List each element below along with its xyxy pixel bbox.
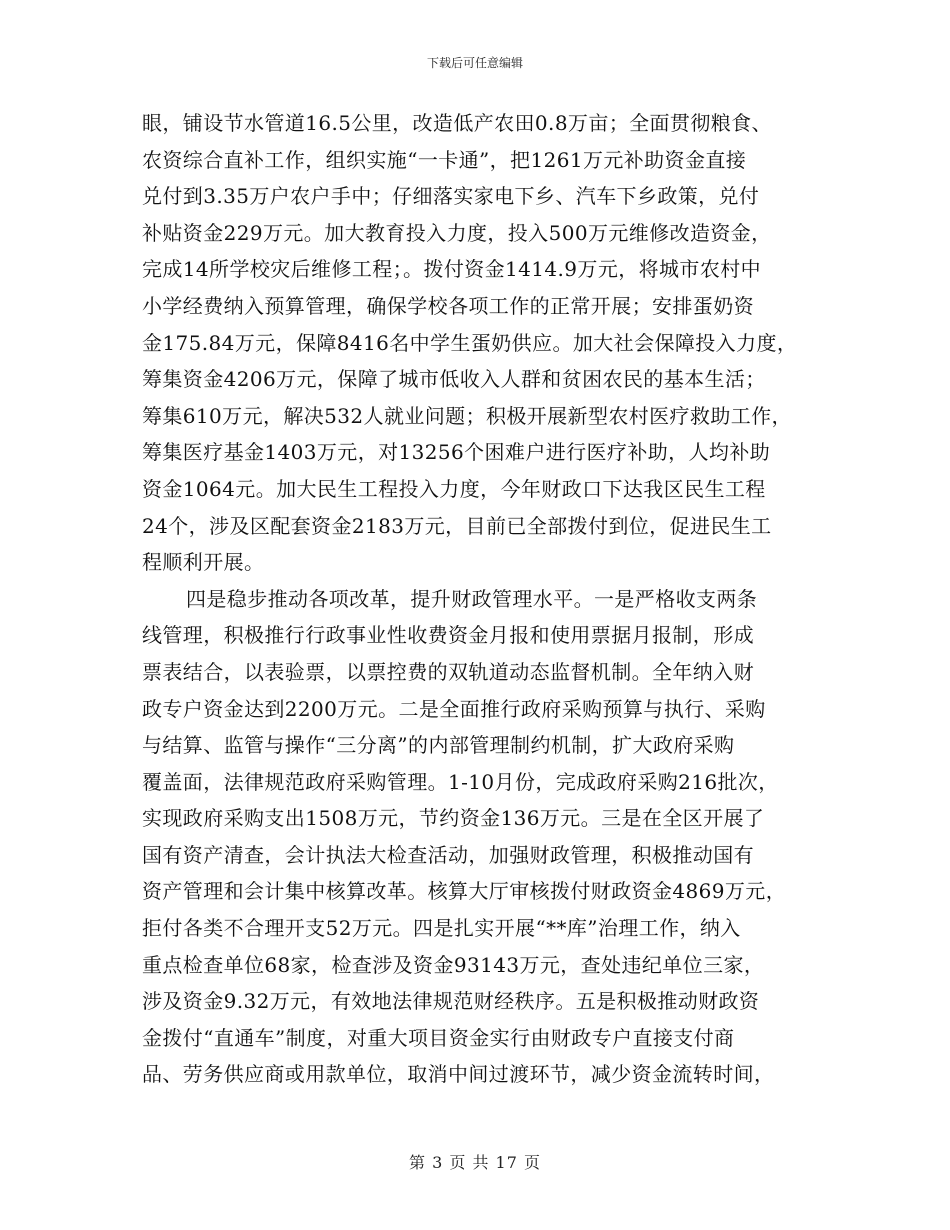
text-line: 线管理，积极推行行政事业性收费资金月报和使用票据月报制，形成 [142,623,754,648]
text-line: 拒付各类不合理开支52万元。四是扎实开展“**库”治理工作，纳入 [142,916,741,941]
text-line: 农资综合直补工作，组织实施“一卡通”，把1261万元补助资金直接 [142,147,747,172]
text-line: 金175.84万元，保障8416名中学生蛋奶供应。加大社会保障投入力度， [142,330,798,355]
text-line: 涉及资金9.32万元，有效地法律规范财经秩序。五是积极推动财政资 [142,989,760,1014]
text-line: 实现政府采购支出1508万元，节约资金136万元。三是在全区开展了 [142,806,765,831]
text-line: 24个，涉及区配套资金2183万元，目前已全部拨付到位，促进民生工 [142,513,772,538]
text-line: 完成14所学校灾后维修工程；。拨付资金1414.9万元，将城市农村中 [142,257,762,282]
text-line: 金拨付“直通车”制度，对重大项目资金实行由财政专户直接支付商 [142,1025,735,1050]
text-line: 票表结合，以表验票，以票控费的双轨道动态监督机制。全年纳入财 [142,659,754,684]
paragraph-first-line: 四是稳步推动各项改革，提升财政管理水平。一是严格收支两条 [186,586,758,611]
text-line: 兑付到3.35万户农户手中；仔细落实家电下乡、汽车下乡政策，兑付 [142,184,760,209]
page-header: 下载后可任意编辑 [426,56,523,70]
page-number: 第 3 页 共 17 页 [409,1153,541,1172]
text-line: 重点检查单位68家，检查涉及资金93143万元，查处违纪单位三家， [142,952,765,977]
text-line: 程顺利开展。 [142,550,265,575]
text-line: 眼，铺设节水管道16.5公里，改造低产农田0.8万亩；全面贯彻粮食、 [142,111,772,135]
text-line: 国有资产清查，会计执法大检查活动，加强财政管理，积极推动国有 [142,842,754,867]
text-line: 筹集医疗基金1403万元，对13256个困难户进行医疗补助，人均补助 [142,440,771,465]
text-line: 小学经费纳入预算管理，确保学校各项工作的正常开展；安排蛋奶资 [142,293,754,318]
text-line: 资产管理和会计集中核算改革。核算大厅审核拨付财政资金4869万元， [142,879,787,904]
text-line: 资金1064元。加大民生工程投入力度，今年财政口下达我区民生工程 [142,476,766,501]
text-line: 筹集资金4206万元，保障了城市低收入人群和贫困农民的基本生活； [142,367,766,392]
document-body [142,105,832,1093]
text-line: 与结算、监管与操作“三分离”的内部管理制约机制，扩大政府采购 [142,733,735,758]
text-line: 政专户资金达到2200万元。二是全面推行政府采购预算与执行、采购 [142,696,766,721]
text-line: 品、劳务供应商或用款单位，取消中间过渡环节，减少资金流转时间， [142,1062,775,1087]
text-line: 补贴资金229万元。加大教育投入力度，投入500万元维修改造资金， [142,220,772,245]
text-line: 筹集610万元，解决532人就业问题；积极开展新型农村医疗救助工作， [142,403,792,428]
text-line: 覆盖面，法律规范政府采购管理。1-10月份，完成政府采购216批次， [142,769,779,794]
